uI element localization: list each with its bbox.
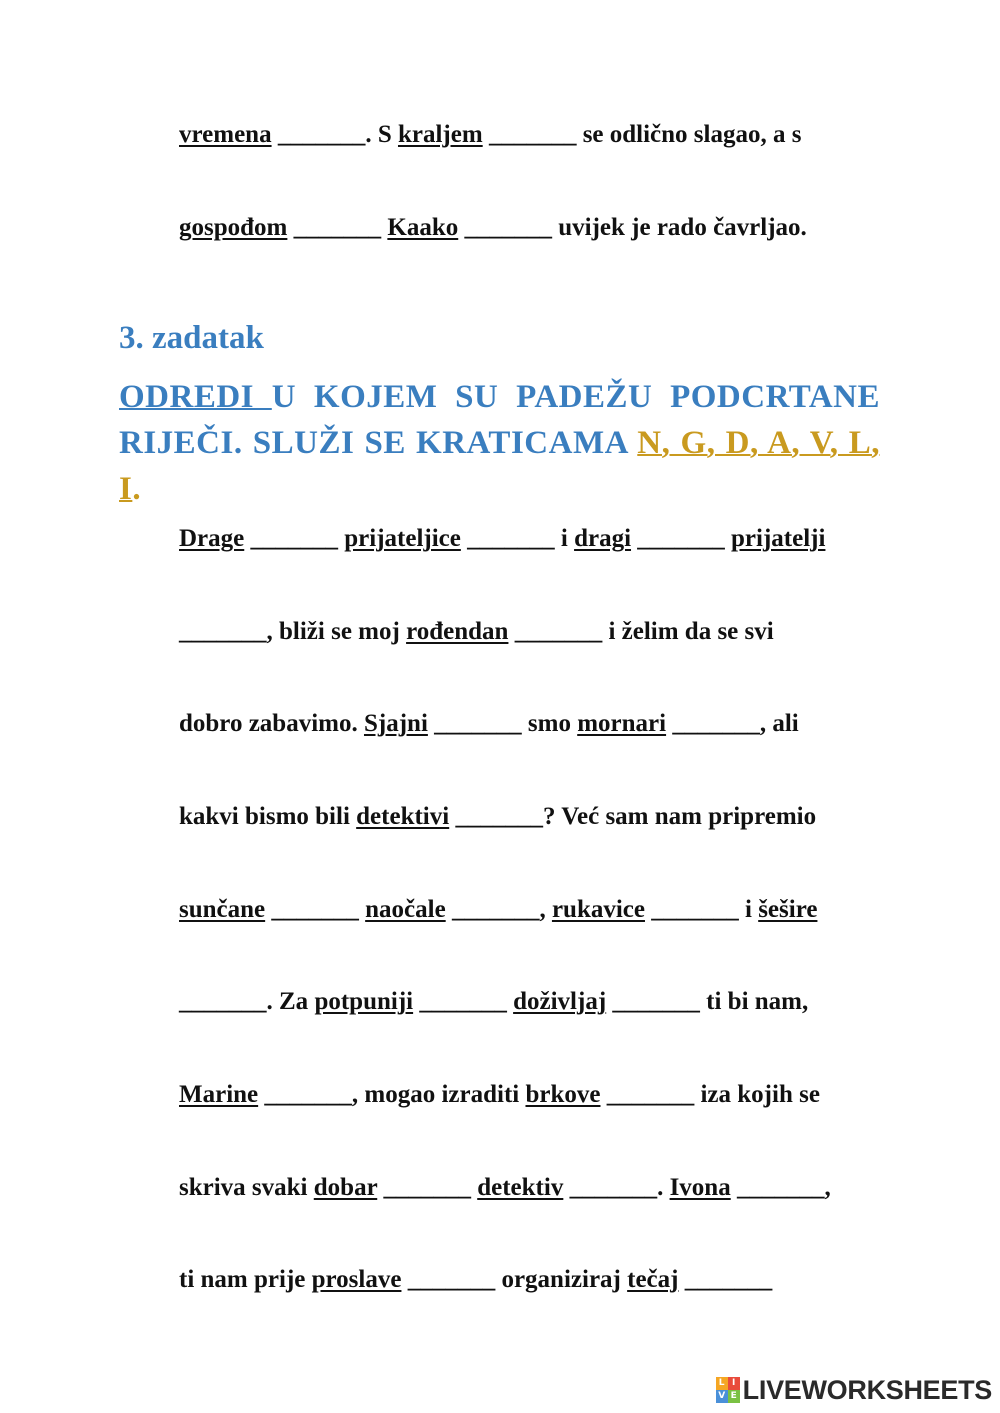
underlined-word: gospođom [179,214,288,241]
answer-blank[interactable]: _______ [264,1081,352,1108]
sentence-text: ti nam prije [179,1266,312,1293]
underlined-word: dobar [313,1174,378,1201]
sentence-text: i želim da se svi [602,618,774,645]
sentence-text: , [539,896,552,923]
answer-blank[interactable]: _______ [451,896,540,923]
underlined-word: potpuniji [314,988,414,1015]
underlined-word: Kaako [387,214,459,241]
task-title: 3. zadatak [119,320,264,356]
sentence-line [179,213,889,243]
underlined-word: rođendan [406,618,509,645]
instruction-text: U KOJEM SU PADEŽU PODCRTANE RIJEČI. SLUŽI SE KRATICAMA [119,379,880,461]
sentence-line [179,709,889,739]
answer-blank[interactable]: _______ [293,214,382,241]
answer-blank[interactable]: _______ [612,988,700,1015]
sentence-line [179,524,889,554]
logo-tile: V [716,1390,728,1403]
sentence-text: , bliži se moj [266,618,407,645]
underlined-word: sunčane [179,896,266,923]
sentence-text: kakvi bismo bili [179,803,357,830]
underlined-word: Ivona [669,1174,731,1201]
sentence-line [179,617,889,647]
logo-text: LIVEWORKSHEETS [742,1374,992,1405]
sentence-text: iza kojih se [694,1081,820,1108]
sentence-text: . Za [266,988,315,1015]
answer-blank[interactable]: _______ [684,1266,773,1293]
logo-tile: L [716,1377,728,1390]
answer-blank[interactable]: _______ [179,988,267,1015]
sentence-line [179,120,889,150]
case-abbreviations: N, G, D, A, V, L, I [119,425,880,507]
logo-tile: E [728,1390,740,1403]
sentence-text: skriva svaki [179,1174,314,1201]
sentence-text: organiziraj [495,1266,628,1293]
answer-blank[interactable]: _______ [514,618,603,645]
underlined-word: proslave [311,1266,402,1293]
answer-blank[interactable]: _______ [179,618,267,645]
answer-blank[interactable]: _______ [383,1174,471,1201]
underlined-word: prijateljice [344,525,461,552]
underlined-word: dragi [574,525,632,552]
answer-blank[interactable]: _______ [271,896,359,923]
answer-blank[interactable]: _______ [672,710,760,737]
sentence-text: se odlično slagao, a s [576,121,802,148]
answer-blank[interactable]: _______ [569,1174,658,1201]
sentence-text: uvijek je rado čavrljao. [551,214,807,241]
sentence-text: smo [521,710,578,737]
task-instruction [119,374,880,512]
sentence-line [179,1080,889,1110]
sentence-text: dobro zabavimo. [179,710,364,737]
answer-blank[interactable]: _______ [736,1174,825,1201]
underlined-word: vremena [179,121,272,148]
sentence-text: i [738,896,759,923]
sentence-line [179,1173,889,1203]
underlined-word: Sjajni [363,710,428,737]
underlined-word: kraljem [397,121,483,148]
underlined-word: šešire [758,896,818,923]
answer-blank[interactable]: _______ [455,803,543,830]
underlined-word: rukavice [551,896,645,923]
answer-blank[interactable]: _______ [467,525,555,552]
sentence-text: ti bi nam, [699,988,809,1015]
answer-blank[interactable]: _______ [464,214,552,241]
answer-blank[interactable]: _______ [407,1266,496,1293]
instruction-underlined: ODREDI [119,379,272,415]
sentence-text: i [554,525,575,552]
underlined-word: brkove [525,1081,601,1108]
sentence-text: , mogao izraditi [351,1081,526,1108]
answer-blank[interactable]: _______ [651,896,739,923]
underlined-word: naočale [365,896,446,923]
underlined-word: mornari [577,710,667,737]
answer-blank[interactable]: _______ [637,525,725,552]
sentence-line [179,1265,889,1295]
sentence-text: . S [365,121,398,148]
answer-blank[interactable]: _______ [419,988,507,1015]
answer-blank[interactable]: _______ [250,525,338,552]
logo-tile: I [728,1377,740,1390]
underlined-word: Marine [179,1081,259,1108]
liveworksheets-icon [716,1377,740,1403]
answer-blank[interactable]: _______ [488,121,577,148]
underlined-word: doživljaj [513,988,607,1015]
answer-blank[interactable]: _______ [606,1081,695,1108]
underlined-word: detektivi [356,803,450,830]
sentence-line [179,895,889,925]
sentence-line [179,802,889,832]
instruction-end: . [132,471,142,507]
sentence-text: , [824,1174,831,1201]
underlined-word: detektiv [477,1174,564,1201]
sentence-line [179,987,889,1017]
sentence-text: . [657,1174,670,1201]
answer-blank[interactable]: _______ [434,710,522,737]
sentence-text: , ali [759,710,799,737]
liveworksheets-logo[interactable] [716,1373,992,1407]
underlined-word: tečaj [627,1266,679,1293]
answer-blank[interactable]: _______ [277,121,366,148]
underlined-word: Drage [179,525,245,552]
sentence-text: ? Već sam nam pripremio [542,803,817,830]
underlined-word: prijatelji [731,525,826,552]
